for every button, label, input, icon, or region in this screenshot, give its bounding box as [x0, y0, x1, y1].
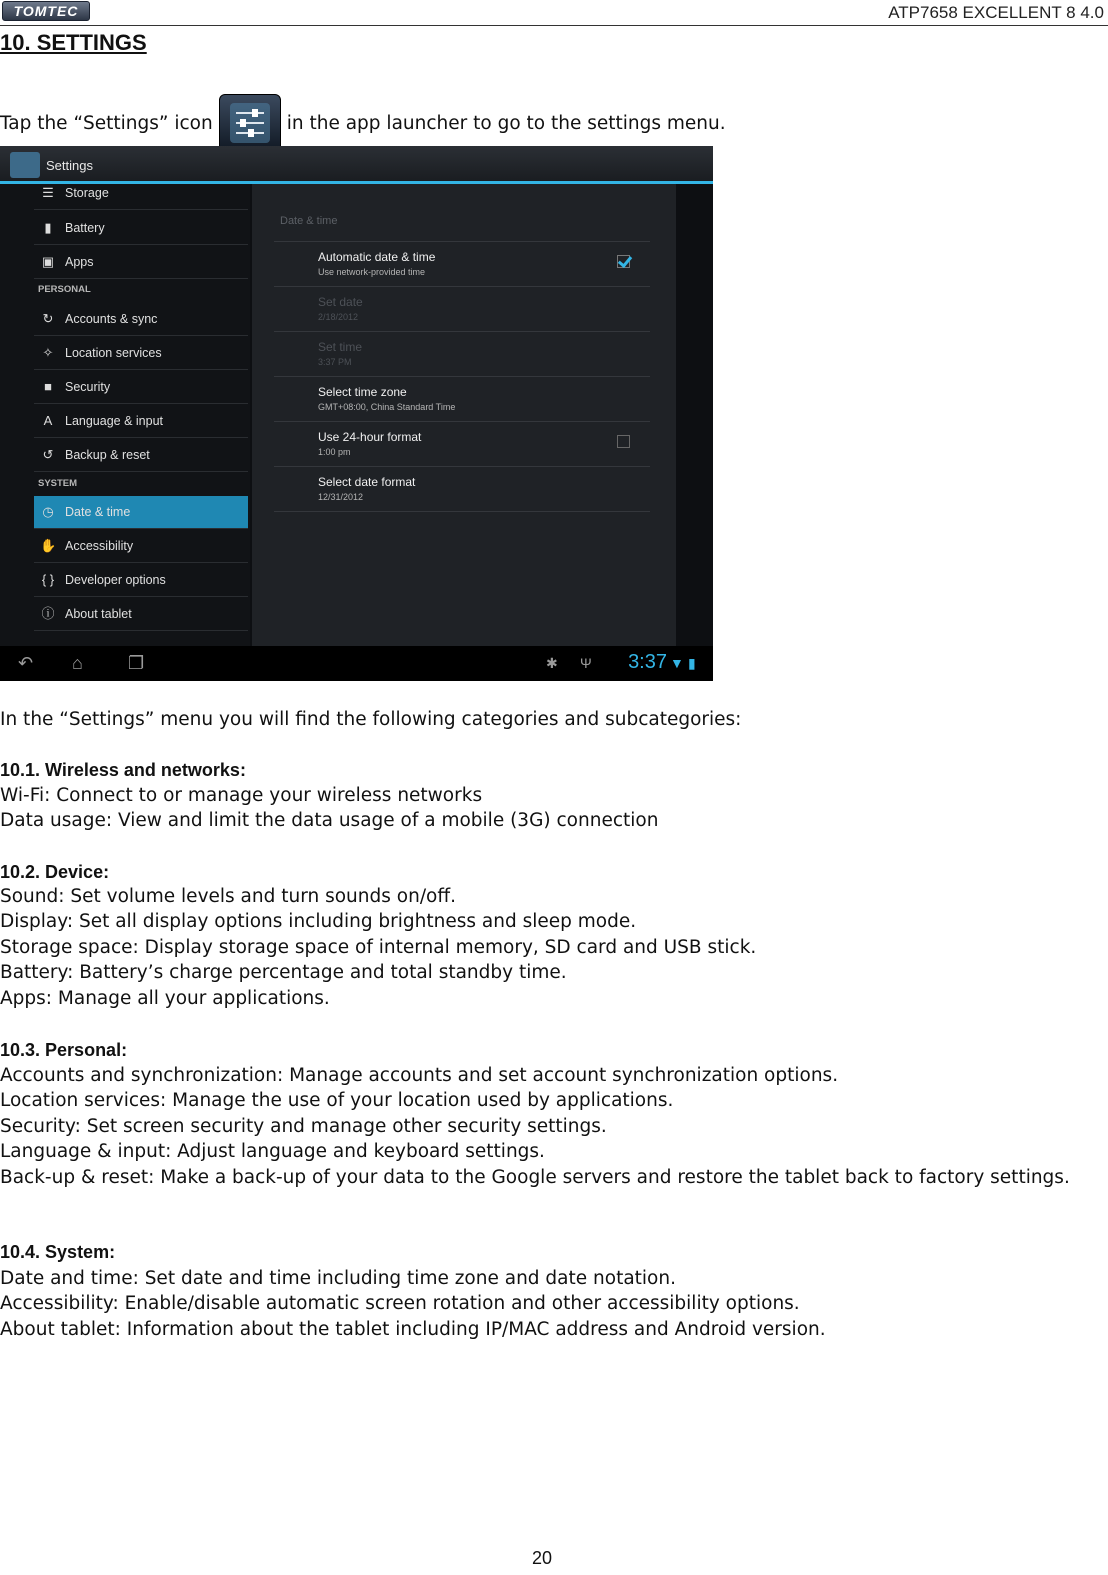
android-debug-icon: ✱: [546, 655, 558, 671]
intro-before: Tap the “Settings” icon: [0, 112, 213, 134]
settings-screenshot: [0, 146, 713, 681]
settings-sidebar: [0, 184, 250, 654]
personal-line-1: Accounts and synchronization: Manage accounts and set account synchronization options.: [0, 1065, 839, 1086]
device-line-2: Display: Set all display options including brightness and sleep mode.: [0, 911, 637, 932]
system-line-1: Date and time: Set date and time including time zone and date notation.: [0, 1268, 676, 1289]
language-icon: A: [43, 413, 53, 428]
intro-line: [0, 94, 726, 152]
device-line-5: Apps: Manage all your applications.: [0, 988, 330, 1009]
sidebar-item-accessibility[interactable]: ✋ Accessibility: [34, 530, 248, 563]
sidebar-item-language[interactable]: A Language & input: [34, 405, 248, 438]
heading-personal: 10.3. Personal:: [0, 1040, 128, 1060]
tomtec-logo: TOMTEC: [2, 1, 90, 21]
row-set-time[interactable]: Set time 3:37 PM: [274, 331, 650, 377]
battery-status-icon: ▮: [688, 655, 696, 671]
device-line-1: Sound: Set volume levels and turn sounds on/off.: [0, 886, 456, 907]
page-number: 20: [531, 1548, 553, 1568]
24-hour-checkbox[interactable]: [617, 435, 630, 448]
home-icon[interactable]: ⌂: [72, 653, 83, 673]
clock-icon: ◷: [42, 504, 54, 519]
intro-after: in the app launcher to go to the settings menu.: [286, 112, 726, 134]
sidebar-item-backup[interactable]: ↺ Backup & reset: [34, 439, 248, 472]
wireless-line-2: Data usage: View and limit the data usage of a mobile (3G) connection: [0, 810, 659, 831]
section-title: 10. SETTINGS: [0, 30, 147, 55]
recent-apps-icon[interactable]: ❐: [128, 653, 145, 673]
settings-sliders-icon: [219, 94, 281, 152]
sidebar-item-security[interactable]: ■ Security: [34, 371, 248, 404]
battery-icon: ▮: [44, 220, 52, 235]
info-icon: ⓘ: [41, 606, 55, 621]
back-icon[interactable]: ↶: [18, 653, 34, 673]
device-line-3: Storage space: Display storage space of internal memory, SD card and USB stick.: [0, 937, 757, 958]
settings-app-icon: [10, 152, 40, 178]
row-date-format[interactable]: Select date format 12/31/2012: [274, 466, 650, 512]
date-time-panel: [252, 184, 676, 654]
personal-line-4: Language & input: Adjust language and keyboard settings.: [0, 1141, 545, 1162]
personal-line-5: Back-up & reset: Make a back-up of your data to the Google servers and restore the tablet back to factory settings.: [0, 1167, 1070, 1188]
heading-wireless: 10.1. Wireless and networks:: [0, 760, 246, 780]
lead-paragraph: In the “Settings” menu you will find the following categories and subcategories:: [0, 709, 742, 730]
apps-icon: ▣: [41, 254, 55, 269]
row-set-date[interactable]: Set date 2/18/2012: [274, 286, 650, 332]
action-bar-title: Settings: [46, 158, 93, 173]
usb-icon: Ψ: [580, 655, 592, 671]
wireless-line-1: Wi-Fi: Connect to or manage your wireless networks: [0, 785, 483, 806]
sidebar-item-developer[interactable]: { } Developer options: [34, 564, 248, 597]
document-id: ATP7658 EXCELLENT 8 4.0: [888, 3, 1104, 22]
automatic-date-checkbox[interactable]: [617, 255, 630, 268]
row-24-hour[interactable]: Use 24-hour format 1:00 pm: [274, 421, 650, 467]
sidebar-header-personal: PERSONAL: [38, 284, 91, 295]
braces-icon: { }: [41, 572, 55, 587]
sidebar-item-storage[interactable]: ☰ Storage: [34, 177, 248, 210]
sync-icon: ↻: [42, 311, 54, 326]
sidebar-item-battery[interactable]: ▮ Battery: [34, 212, 248, 245]
personal-line-2: Location services: Manage the use of your location used by applications.: [0, 1090, 674, 1111]
sidebar-item-location[interactable]: ✧ Location services: [34, 337, 248, 370]
wifi-icon: ▼: [670, 655, 684, 671]
backup-icon: ↺: [42, 447, 54, 462]
sidebar-item-accounts[interactable]: ↻ Accounts & sync: [34, 303, 248, 336]
system-navbar: [0, 646, 713, 681]
sidebar-item-date-time[interactable]: ◷ Date & time: [34, 496, 248, 529]
sidebar-item-apps[interactable]: ▣ Apps: [34, 246, 248, 279]
page-header: [0, 0, 1108, 26]
lock-icon: ■: [44, 379, 52, 394]
sidebar-item-about[interactable]: ⓘ About tablet: [34, 598, 248, 631]
status-clock: 3:37: [628, 651, 667, 673]
sidebar-header-system: SYSTEM: [38, 478, 78, 489]
system-line-2: Accessibility: Enable/disable automatic screen rotation and other accessibility options.: [0, 1293, 800, 1314]
personal-line-3: Security: Set screen security and manage other security settings.: [0, 1116, 607, 1137]
heading-system: 10.4. System:: [0, 1242, 116, 1262]
row-automatic-date-time[interactable]: Automatic date & time Use network-provided time: [274, 241, 650, 287]
detail-heading: Date & time: [280, 215, 338, 227]
row-time-zone[interactable]: Select time zone GMT+08:00, China Standard Time: [274, 376, 650, 422]
storage-icon: ☰: [42, 185, 54, 200]
system-line-3: About tablet: Information about the tablet including IP/MAC address and Android version.: [0, 1319, 826, 1340]
hand-icon: ✋: [40, 538, 57, 553]
heading-device: 10.2. Device:: [0, 862, 110, 882]
device-line-4: Battery: Battery’s charge percentage and total standby time.: [0, 962, 567, 983]
location-icon: ✧: [42, 345, 54, 360]
